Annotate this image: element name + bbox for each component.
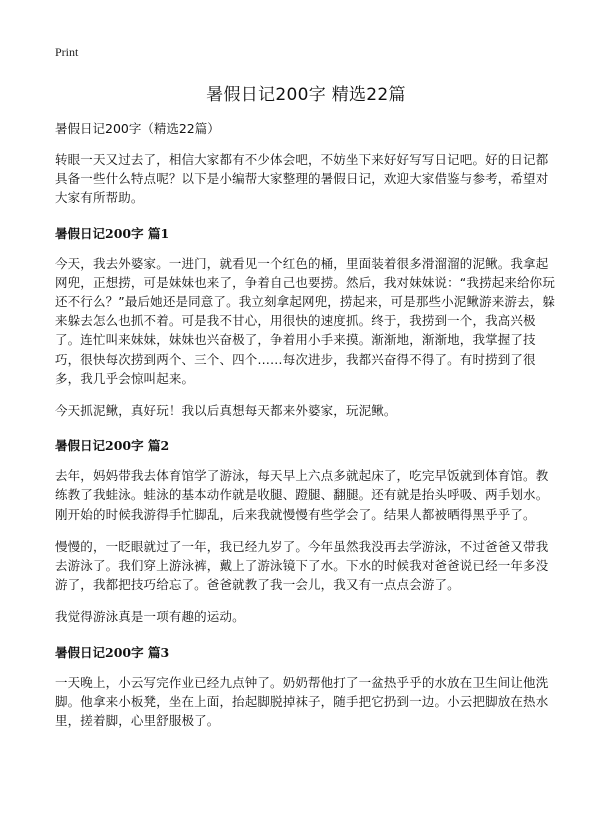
body-paragraph: 去年，妈妈带我去体育馆学了游泳，每天早上六点多就起床了，吃完早饭就到体育馆。教练教了我蛙泳。蛙泳的基本动作就是收腿、蹬腿、翻腿。还有就是抬头呼吸、两手划水。刚开始的时候我游得手忙脚乱，后来我就慢慢有些学会了。结果人都被晒得黑乎乎了。 bbox=[55, 468, 549, 522]
diary-section-1 bbox=[55, 224, 557, 421]
body-paragraph: 今天，我去外婆家。一进门，就看见一个红色的桶，里面装着很多滑溜溜的泥鳅。我拿起网兜，正想捞，可是妹妹也来了，争着自己也要捞。然后，我对妹妹说：“我捞起来给你玩还不行么？”最后她还是同意了。我立刻拿起网兜，捞起来，可是那些小泥鳅游来游去，躲来躲去怎么也抓不着。可是我不甘心，用很快的速度抓。终于，我捞到一个，我高兴极了。连忙叫来妹妹，妹妹也兴奋极了，争着用小手来摸。渐渐地，渐渐地，我掌握了技巧，很快每次捞到两个、三个、四个……每次进步，我都兴奋得不得了。有时捞到了很多，我几乎会惊叫起来。 bbox=[55, 255, 555, 386]
section-heading: 暑假日记200字 篇3 bbox=[55, 644, 170, 660]
document-title: 暑假日记200字 精选22篇 bbox=[206, 85, 406, 105]
section-heading: 暑假日记200字 篇1 bbox=[55, 225, 170, 241]
body-paragraph: 一天晚上，小云写完作业已经九点钟了。奶奶帮他打了一盆热乎乎的水放在卫生间让他洗脚。他拿来小板凳，坐在上面，抬起脚脱掉袜子，随手把它扔到一边。小云把脚放在热水里，搓着脚，心里舒服极了。 bbox=[55, 674, 549, 729]
section-heading: 暑假日记200字 篇2 bbox=[55, 438, 170, 454]
body-paragraph: 慢慢的，一眨眼就过了一年，我已经九岁了。今年虽然我没再去学游泳，不过爸爸又带我去游泳了。我们穿上游泳裤，戴上了游泳镜下了水。下水的时候我对爸爸说已经一年多没游了，我都把技巧给忘了。爸爸就教了我一会儿，我又有一点点会游了。 bbox=[55, 538, 549, 593]
diary-section-2 bbox=[55, 436, 557, 626]
print-label: Print bbox=[55, 45, 79, 59]
diary-section-3 bbox=[55, 643, 557, 731]
body-paragraph: 今天抓泥鳅，真好玩！我以后真想每天都来外婆家，玩泥鳅。 bbox=[55, 403, 397, 419]
document-subtitle: 暑假日记200字（精选22篇） bbox=[55, 121, 220, 136]
intro-paragraph: 转眼一天又过去了，相信大家都有不少体会吧，不妨坐下来好好写写日记吧。好的日记都具备一些什么特点呢？以下是小编帮大家整理的暑假日记，欢迎大家借鉴与参考，希望对大家有所帮助。 bbox=[55, 152, 549, 206]
body-paragraph: 我觉得游泳真是一项有趣的运动。 bbox=[55, 609, 245, 625]
